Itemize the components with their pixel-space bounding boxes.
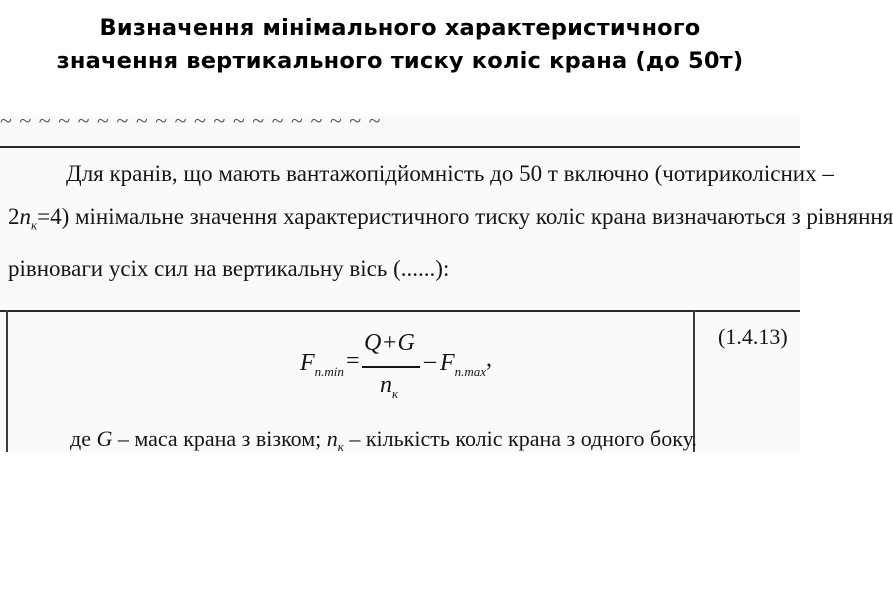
formula-rhs-sub: п.max [454, 364, 487, 379]
formula-lhs [300, 350, 344, 380]
cut-off-text-line: ~ ~ ~ ~ ~ ~ ~ ~ ~ ~ ~ ~ ~ ~ ~ ~ ~ ~ ~ ~ [0, 108, 382, 133]
table-left-border [6, 310, 8, 452]
slide-title-line-2: значення вертикального тиску коліс крана (до 50т) [56, 48, 744, 74]
paragraph-line-2 [8, 195, 893, 247]
paragraph-line-2-rest: =4) мінімальне значення характеристичного тиску коліс крана визначаються з рівняння [37, 204, 893, 229]
equation-number: (1.4.13) [718, 324, 788, 349]
paragraph-line-2-prefix: 2 [8, 204, 20, 229]
document-paragraph [8, 152, 893, 290]
fraction-bar [362, 366, 420, 368]
slide-title-line-1: Визначення мінімального характеристичного [99, 15, 701, 41]
table-row-border [0, 310, 800, 312]
paragraph-line-3: рівноваги усіх сил на вертикальну вісь (......): [8, 255, 450, 281]
formula-denominator-var: n [380, 372, 392, 398]
paragraph-line-2-var: n [19, 204, 31, 229]
formula-denominator-sub: к [392, 386, 399, 401]
formula [300, 324, 520, 414]
where-clause [70, 426, 697, 455]
formula-equals: = [346, 348, 360, 374]
formula-numerator: Q+G [364, 330, 415, 356]
where-g-var: G [96, 426, 113, 451]
formula-trailing-comma: , [486, 346, 492, 372]
paragraph-line-1: Для кранів, що мають вантажопідйомність до 50 т включно (чотириколісних – [66, 161, 834, 186]
where-n-desc: – кількість коліс крана з одного боку. [343, 426, 697, 451]
formula-lhs-var: F [300, 350, 315, 376]
table-top-border [0, 146, 800, 148]
formula-minus: – [424, 348, 436, 374]
where-g-desc: – маса крана з візком; [112, 426, 327, 451]
formula-denominator [380, 372, 398, 402]
formula-rhs-var: F [440, 350, 455, 376]
slide-title [0, 12, 800, 78]
formula-lhs-sub: п.min [314, 364, 344, 379]
formula-rhs [440, 350, 486, 380]
where-n-sub: к [337, 439, 344, 454]
where-n-var: n [326, 426, 338, 451]
where-prefix: де [70, 426, 97, 451]
paragraph-line-2-sub: к [31, 217, 38, 233]
document-scan [0, 108, 893, 454]
